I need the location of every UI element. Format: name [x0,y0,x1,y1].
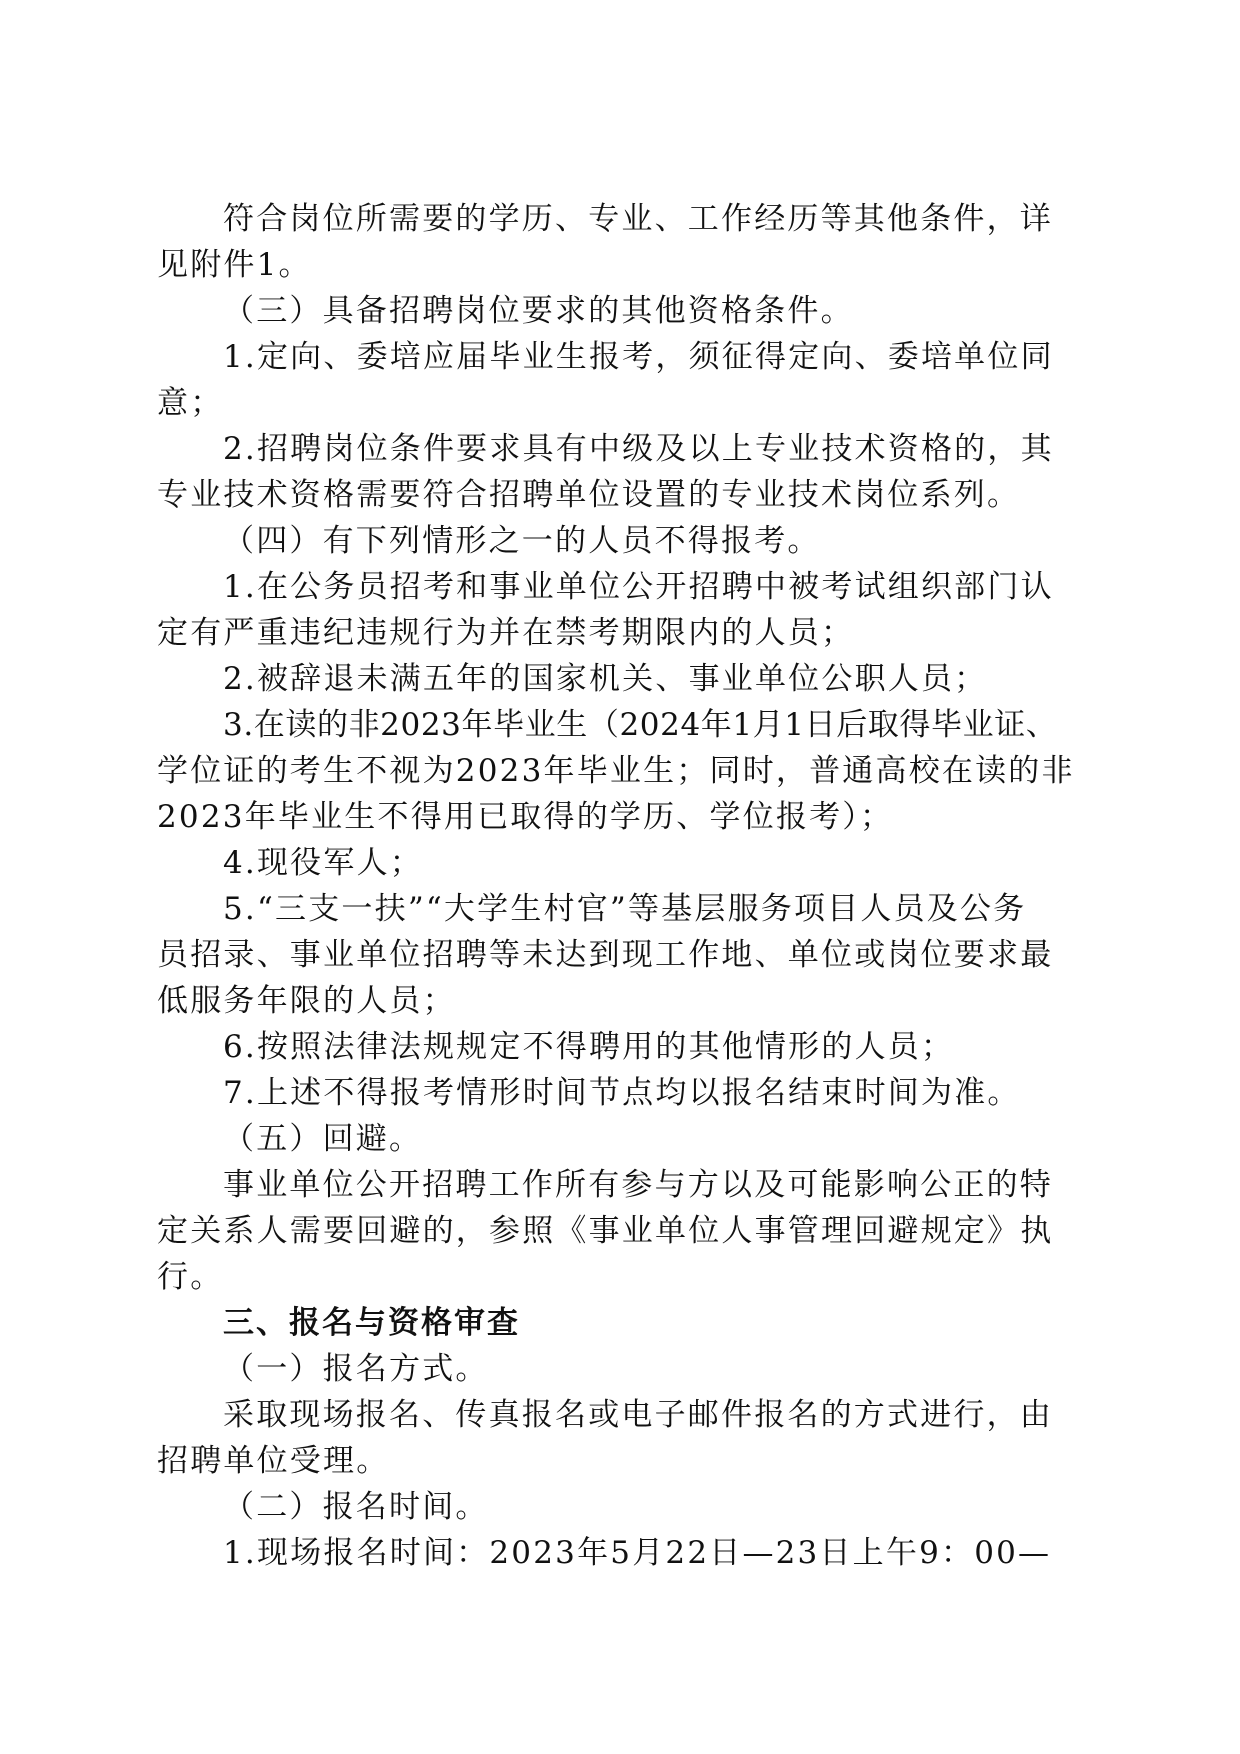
text-line: 行。 [157,1259,224,1295]
paragraph [157,1346,1078,1392]
text-line: 招聘单位受理。 [157,1443,390,1479]
text-line: 3.在读的非2023年毕业生（2024年1月1日后取得毕业证、 [223,707,1058,743]
paragraph [157,288,1078,334]
section-paragraphs [157,1346,1078,1576]
text-line: （三）具备招聘岗位要求的其他资格条件。 [223,293,854,329]
text-line: 符合岗位所需要的学历、专业、工作经历等其他条件，详 [223,201,1053,237]
text-line: 见附件1。 [157,247,312,283]
paragraph [157,564,1078,656]
paragraph [157,334,1078,426]
text-line: 6.按照法律法规规定不得聘用的其他情形的人员； [223,1029,955,1065]
paragraph [157,886,1078,1024]
text-line: 2.被辞退未满五年的国家机关、事业单位公职人员； [223,661,988,697]
text-line: 1.在公务员招考和事业单位公开招聘中被考试组织部门认 [223,569,1054,605]
paragraph [157,1392,1078,1484]
paragraph [157,840,1078,886]
paragraph [157,1484,1078,1530]
paragraph [157,426,1078,518]
text-line: （五）回避。 [223,1121,423,1157]
text-line: 定有严重违纪违规行为并在禁考期限内的人员； [157,615,855,651]
text-line: （一）报名方式。 [223,1351,489,1387]
text-line: 2.招聘岗位条件要求具有中级及以上专业技术资格的，其 [223,431,1054,467]
paragraph [157,1530,1078,1576]
paragraph [157,1070,1078,1116]
text-line: 1.定向、委培应届毕业生报考，须征得定向、委培单位同 [223,339,1054,375]
text-line: （四）有下列情形之一的人员不得报考。 [223,523,821,559]
text-line: 采取现场报名、传真报名或电子邮件报名的方式进行，由 [223,1397,1053,1433]
text-line: 1.现场报名时间：2023年5月22日—23日上午9：00— [223,1535,1052,1571]
text-line: 事业单位公开招聘工作所有参与方以及可能影响公正的特 [223,1167,1053,1203]
paragraph [157,196,1078,288]
text-line: 学位证的考生不视为2023年毕业生；同时，普通高校在读的非 [157,753,1075,789]
paragraph [157,1162,1078,1300]
text-line: 7.上述不得报考情形时间节点均以报名结束时间为准。 [223,1075,1021,1111]
text-line: 意； [157,385,224,421]
paragraph [157,518,1078,564]
text-line: 员招录、事业单位招聘等未达到现工作地、单位或岗位要求最 [157,937,1054,973]
text-line: 低服务年限的人员； [157,983,456,1019]
text-line: （二）报名时间。 [223,1489,489,1525]
text-line: 4.现役军人； [223,845,423,881]
paragraph [157,1116,1078,1162]
text-line: 定关系人需要回避的，参照《事业单位人事管理回避规定》执 [157,1213,1054,1249]
text-line: 2023年毕业生不得用已取得的学历、学位报考）； [157,799,894,835]
body-paragraphs [157,196,1078,1300]
text-line: 专业技术资格需要符合招聘单位设置的专业技术岗位系列。 [157,477,1021,513]
paragraph [157,1024,1078,1070]
paragraph [157,656,1078,702]
text-line: 5.“三支一扶”“大学生村官”等基层服务项目人员及公务 [223,891,1027,927]
section-heading: 三、报名与资格审查 [223,1305,520,1341]
paragraph [157,702,1078,840]
